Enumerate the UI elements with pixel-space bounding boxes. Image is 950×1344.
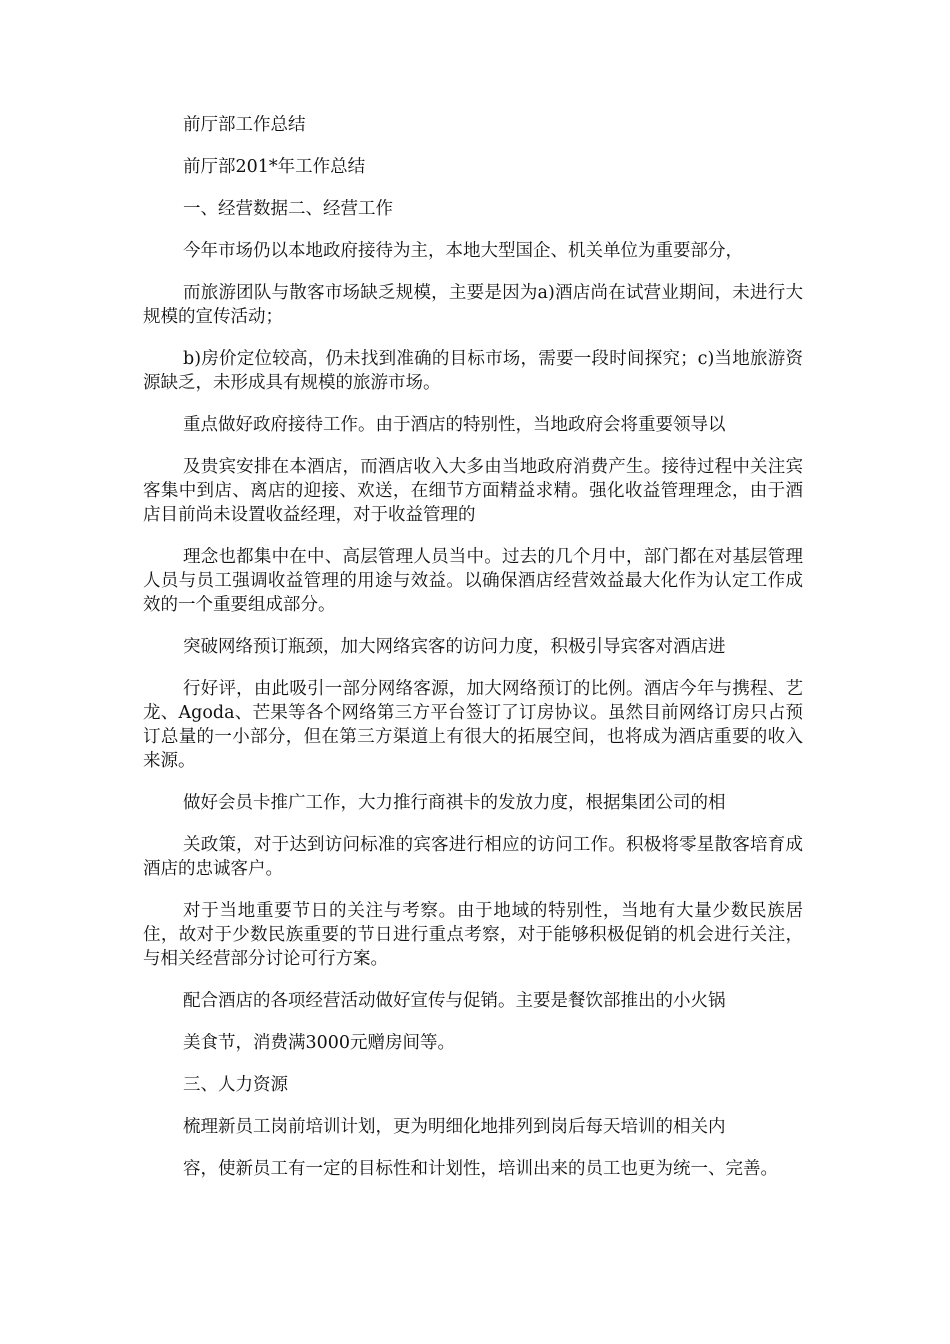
paragraph: 对于当地重要节日的关注与考察。由于地域的特别性，当地有大量少数民族居住，故对于少数民族重要的节日进行重点考察，对于能够积极促销的机会进行关注，与相关经营部分讨论可行方案。 [143,901,803,969]
paragraph: 美食节，消费满3000元赠房间等。 [183,1033,456,1053]
section-heading-1: 一、经营数据二、经营工作 [183,199,393,219]
document-subtitle: 前厅部201*年工作总结 [183,157,366,177]
paragraph: 理念也都集中在中、高层管理人员当中。过去的几个月中，部门都在对基层管理人员与员工强调收益管理的用途与效益。以确保酒店经营效益最大化作为认定工作成效的一个重要组成部分。 [143,547,803,615]
paragraph: 及贵宾安排在本酒店，而酒店收入大多由当地政府消费产生。接待过程中关注宾客集中到店、离店的迎接、欢送，在细节方面精益求精。强化收益管理理念，由于酒店目前尚未设置收益经理，对于收益管理的 [143,457,803,525]
document-title: 前厅部工作总结 [183,115,306,135]
section-heading-3: 三、人力资源 [183,1075,288,1095]
paragraph: 梳理新员工岗前培训计划，更为明细化地排列到岗后每天培训的相关内 [183,1117,726,1137]
paragraph: 重点做好政府接待工作。由于酒店的特别性，当地政府会将重要领导以 [183,415,726,435]
paragraph: 而旅游团队与散客市场缺乏规模，主要是因为a)酒店尚在试营业期间，未进行大规模的宣传活动； [143,283,803,327]
paragraph: b)房价定位较高，仍未找到准确的目标市场，需要一段时间探究；c)当地旅游资源缺乏，未形成具有规模的旅游市场。 [143,349,803,393]
paragraph: 做好会员卡推广工作，大力推行商祺卡的发放力度，根据集团公司的相 [183,793,726,813]
paragraph: 今年市场仍以本地政府接待为主，本地大型国企、机关单位为重要部分， [183,241,743,261]
document-body [143,113,803,1199]
paragraph: 关政策，对于达到访问标准的宾客进行相应的访问工作。积极将零星散客培育成酒店的忠诚客户。 [143,835,803,879]
paragraph: 配合酒店的各项经营活动做好宣传与促销。主要是餐饮部推出的小火锅 [183,991,726,1011]
paragraph: 容，使新员工有一定的目标性和计划性，培训出来的员工也更为统一、完善。 [183,1159,778,1179]
paragraph: 行好评，由此吸引一部分网络客源，加大网络预订的比例。酒店今年与携程、艺龙、Agoda、芒果等各个网络第三方平台签订了订房协议。虽然目前网络订房只占预订总量的一小部分，但在第三方渠道上有很大的拓展空间，也将成为酒店重要的收入来源。 [143,679,803,771]
paragraph: 突破网络预订瓶颈，加大网络宾客的访问力度，积极引导宾客对酒店进 [183,637,726,657]
